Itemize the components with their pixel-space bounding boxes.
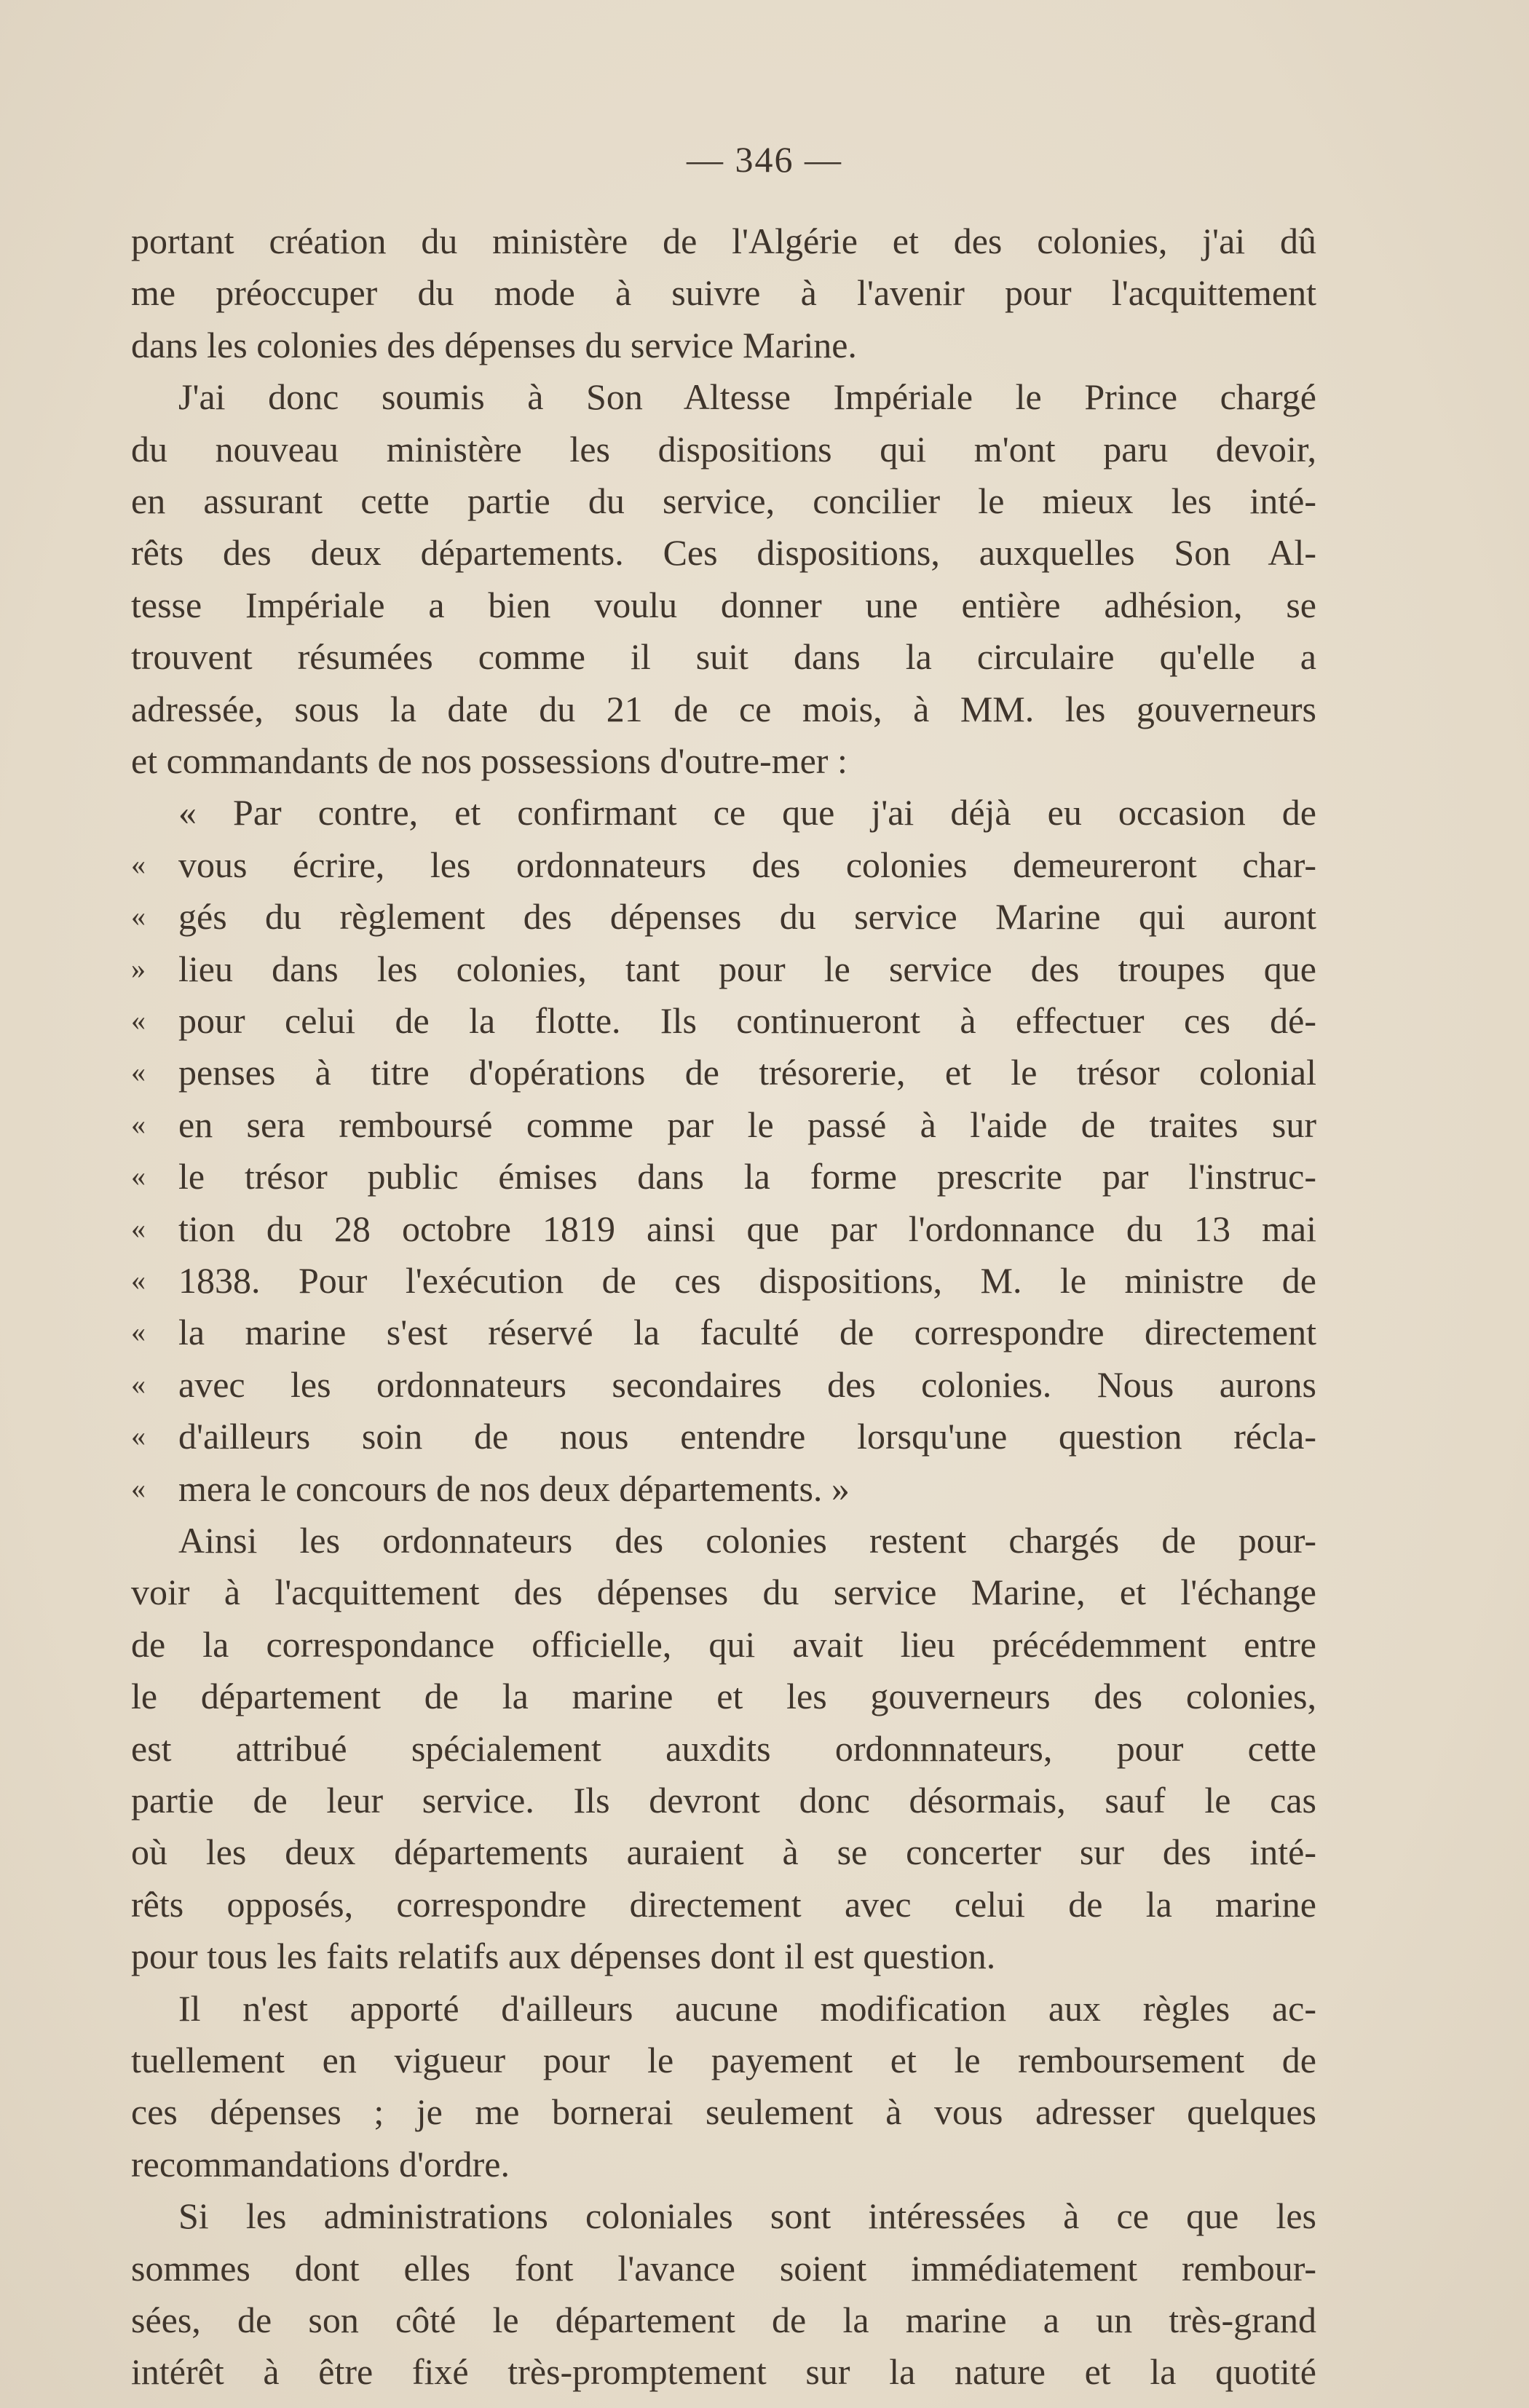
quote-mark: « (131, 1107, 146, 1141)
line-text: tuellement en vigueur pour le payement et le remboursement de (131, 2040, 1316, 2080)
quote-mark: « (131, 1471, 146, 1505)
text-line (131, 684, 1316, 734)
text-line (131, 891, 1316, 942)
text-line (131, 1930, 995, 1981)
text-line (131, 1099, 1316, 1150)
quote-mark: « (131, 1160, 146, 1193)
line-text: de la correspondance officielle, qui avait lieu précédemment entre (131, 1623, 1316, 1665)
text-line (131, 1463, 850, 1514)
text-line (131, 735, 848, 786)
text-line (131, 2035, 1316, 2086)
line-text: vous écrire, les ordonnateurs des colonies demeureront char- (178, 844, 1316, 885)
quote-mark: « (131, 847, 146, 881)
text-line (131, 1203, 1316, 1254)
quote-mark: « (131, 1004, 146, 1037)
text-line (131, 527, 1316, 578)
quote-mark: « (131, 1367, 146, 1401)
text-line (131, 1047, 1316, 1098)
line-text: recommandations d'ordre. (131, 2143, 510, 2185)
line-text: penses à titre d'opérations de trésorerie, et le trésor colonial (178, 1052, 1316, 1093)
line-text: pour tous les faits relatifs aux dépenses dont il est question. (131, 1936, 996, 1977)
text-line (131, 267, 1316, 318)
line-text: la marine s'est réservé la faculté de correspondre directement (178, 1312, 1316, 1353)
line-text: d'ailleurs soin de nous entendre lorsqu'une question récla- (178, 1416, 1316, 1457)
quote-mark: « (131, 1419, 146, 1453)
line-text: avec les ordonnateurs secondaires des colonies. Nous aurons (178, 1363, 1316, 1405)
line-text: rêts des deux départements. Ces dispositions, auxquelles Son Al- (131, 532, 1316, 574)
text-line (131, 1359, 1316, 1410)
line-text: le trésor public émises dans la forme prescrite par l'instruc- (178, 1156, 1316, 1197)
line-text: partie de leur service. Ils devront donc désormais, sauf le cas (131, 1780, 1316, 1821)
text-line (131, 1723, 1316, 1774)
text-line (131, 1515, 1316, 1566)
text-line (131, 2346, 1316, 2397)
quote-mark: « (131, 1211, 146, 1245)
text-line (131, 1567, 1316, 1617)
text-line (131, 2243, 1316, 2294)
line-text: voir à l'acquittement des dépenses du service Marine, et l'échange (131, 1572, 1316, 1613)
quote-mark: « (131, 1264, 146, 1296)
line-text: tion du 28 octobre 1819 ainsi que par l'ordonnance du 13 mai (178, 1208, 1316, 1249)
line-text: adressée, sous la date du 21 de ce mois, à MM. les gouverneurs (131, 688, 1316, 729)
quote-mark: « (131, 900, 146, 933)
text-line (131, 1983, 1316, 2034)
line-text: le département de la marine et les gouverneurs des colonies, (131, 1676, 1316, 1717)
text-line (131, 787, 1316, 838)
text-line (131, 1307, 1316, 1358)
line-text: Ainsi les ordonnateurs des colonies restent chargés de pour- (178, 1520, 1316, 1561)
text-line (131, 475, 1316, 526)
line-text: portant création du ministère de l'Algérie et des colonies, j'ai dû (131, 221, 1316, 261)
line-text: « Par contre, et confirmant ce que j'ai déjà eu occasion de (178, 792, 1316, 833)
text-line (131, 1151, 1316, 1202)
text-line (131, 1619, 1316, 1670)
line-text: rêts opposés, correspondre directement avec celui de la marine (131, 1883, 1316, 1925)
text-line (131, 839, 1316, 890)
line-text: en assurant cette partie du service, concilier le mieux les inté- (131, 480, 1316, 521)
text-line (131, 2294, 1316, 2345)
text-line (131, 1255, 1316, 1306)
line-text: intérêt à être fixé très-promptement sur la nature et la quotité (131, 2351, 1316, 2393)
quote-mark: « (131, 1315, 146, 1349)
line-text: dans les colonies des dépenses du service Marine. (131, 324, 857, 365)
line-text: et commandants de nos possessions d'outre-mer : (131, 740, 848, 781)
text-line (131, 1775, 1316, 1826)
text-line (131, 631, 1316, 682)
line-text: tesse Impériale a bien voulu donner une entière adhésion, se (131, 584, 1316, 625)
text-line (131, 2190, 1316, 2241)
text-line (131, 579, 1316, 630)
text-line (131, 1826, 1316, 1877)
text-line (131, 2139, 510, 2190)
text-line (131, 215, 1316, 266)
line-text: ces dépenses ; je me bornerai seulement à vous adresser quelques (131, 2091, 1316, 2133)
text-line (131, 1411, 1316, 1462)
quote-mark: « (131, 1056, 146, 1089)
line-text: du nouveau ministère les dispositions qui m'ont paru devoir, (131, 428, 1316, 470)
quote-mark: » (131, 951, 146, 985)
text-line (131, 995, 1316, 1046)
text-line (131, 320, 857, 371)
line-text: gés du règlement des dépenses du service Marine qui auront (178, 896, 1316, 938)
text-line (131, 2086, 1316, 2137)
line-text: en sera remboursé comme par le passé à l'aide de traites sur (178, 1104, 1316, 1145)
line-text: sées, de son côté le département de la marine a un très-grand (131, 2300, 1316, 2340)
line-text: est attribué spécialement auxdits ordonnnateurs, pour cette (131, 1727, 1316, 1769)
line-text: J'ai donc soumis à Son Altesse Impériale le Prince chargé (178, 376, 1316, 418)
line-text: Il n'est apporté d'ailleurs aucune modification aux règles ac- (178, 1987, 1316, 2029)
text-line (131, 943, 1316, 994)
text-line (131, 424, 1316, 475)
text-line (131, 371, 1316, 422)
line-text: me préoccuper du mode à suivre à l'avenir pour l'acquittement (131, 272, 1316, 314)
text-line (131, 1671, 1316, 1722)
text-line (131, 1879, 1316, 1930)
line-text: trouvent résumées comme il suit dans la circulaire qu'elle a (131, 636, 1316, 678)
page-number: — 346 — (687, 139, 842, 180)
line-text: où les deux départements auraient à se concerter sur des inté- (131, 1831, 1316, 1873)
line-text: sommes dont elles font l'avance soient immédiatement rembour- (131, 2247, 1316, 2289)
line-text: Si les administrations coloniales sont intéressées à ce que les (178, 2195, 1316, 2237)
line-text: lieu dans les colonies, tant pour le service des troupes que (178, 948, 1316, 989)
line-text: mera le concours de nos deux départements. » (178, 1468, 850, 1509)
line-text: pour celui de la flotte. Ils continueront à effectuer ces dé- (178, 1000, 1316, 1041)
line-text: 1838. Pour l'exécution de ces dispositions, M. le ministre de (178, 1260, 1316, 1301)
